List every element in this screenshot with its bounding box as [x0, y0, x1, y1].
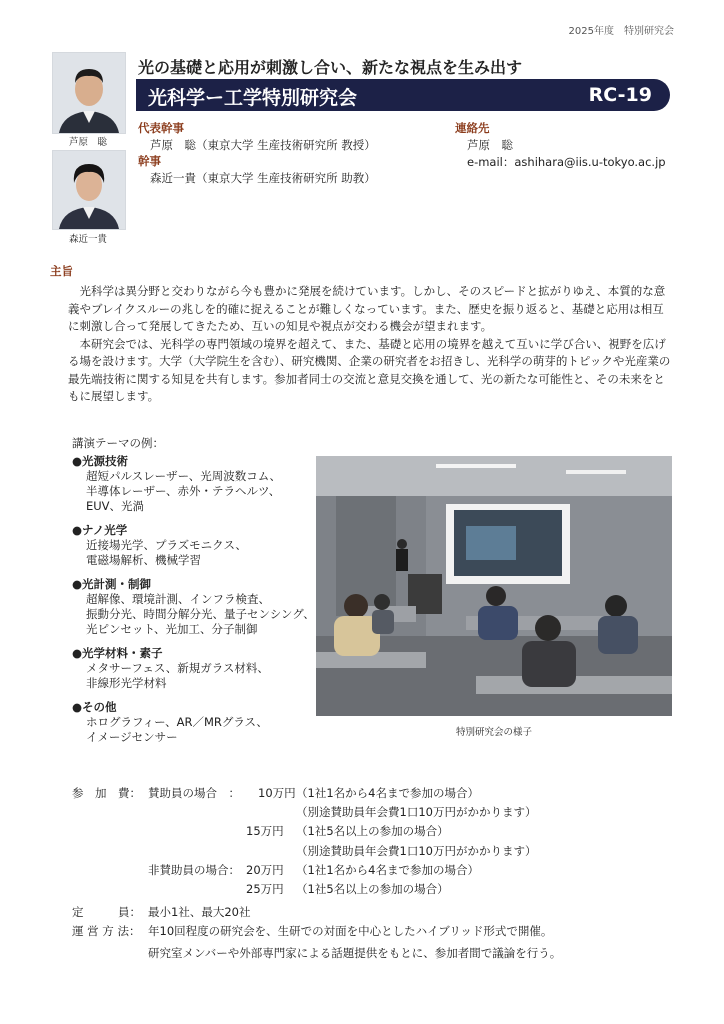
non-sponsor-label: 非賛助員の場合： — [148, 863, 240, 877]
operation-line: 年10回程度の研究会を、生研での対面を中心としたハイブリッド形式で開催。 — [148, 924, 553, 938]
seminar-photo — [316, 456, 672, 716]
theme-line: メタサーフェス、新規ガラス材料、 — [86, 661, 269, 675]
theme-line: 近接場光学、プラズモニクス、 — [86, 538, 247, 552]
secretary-text: 森近一貴（東京大学 生産技術研究所 助教） — [150, 171, 376, 185]
secretary-heading: 幹事 — [138, 154, 161, 168]
theme-group — [72, 577, 322, 637]
sponsor-note: （1社1名から4名まで参加の場合） — [296, 786, 479, 800]
theme-line: 振動分光、時間分解分光、量子センシング、 — [86, 607, 315, 621]
non-sponsor-note: （1社5名以上の参加の場合） — [296, 882, 449, 896]
theme-line: 非線形光学材料 — [86, 676, 167, 690]
contact-name: 芦原 聡 — [467, 138, 513, 152]
contact-heading: 連絡先 — [455, 121, 490, 135]
sponsor-note: （別途賛助員年会費1口10万円がかかります） — [296, 844, 537, 858]
theme-line: 光ピンセット、光加工、分子制御 — [86, 622, 258, 636]
purpose-paragraph: 光科学は異分野と交わりながら今も豊かに発展を続けています。しかし、そのスピードと拡がりゆえ、本質的な意義やブレイクスルーの兆しを的確に捉えることが難しくなっています。また、歴史を振り返ると、基礎と応用は相互に刺激し合って発展してきたため、互いの知見や視点が交わる機会が望まれます。 — [68, 284, 666, 333]
representative-heading: 代表幹事 — [138, 121, 184, 135]
theme-group — [72, 454, 322, 514]
themes-list — [72, 436, 322, 745]
theme-title: ●光源技術 — [72, 454, 129, 468]
theme-title: ●光学材料・素子 — [72, 646, 163, 660]
representative-text: 芦原 聡（東京大学 生産技術研究所 教授） — [150, 138, 376, 152]
portrait-morichika — [52, 150, 126, 230]
non-sponsor-note: （1社1名から4名まで参加の場合） — [296, 863, 479, 877]
portrait-caption-ashihara: 芦原 聡 — [68, 137, 107, 148]
title-bar — [136, 79, 670, 111]
purpose-body — [68, 283, 674, 406]
theme-line: EUV、光渦 — [86, 499, 145, 513]
theme-line: 超短パルスレーザー、光周波数コム、 — [86, 469, 282, 483]
non-sponsor-price: 20万円 — [246, 863, 284, 877]
theme-line: 半導体レーザー、赤外・テラヘルツ、 — [86, 484, 281, 498]
operation-line: 研究室メンバーや外部専門家による話題提供をもとに、参加者間で議論を行う。 — [148, 946, 562, 960]
theme-title: ●その他 — [72, 700, 117, 714]
theme-group — [72, 646, 322, 691]
theme-group — [72, 523, 322, 568]
photo-caption: 特別研究会の様子 — [455, 727, 532, 738]
page-title: 光科学ー工学特別研究会 — [148, 87, 358, 109]
contact-email: e-mail：ashihara@iis.u-tokyo.ac.jp — [467, 155, 666, 169]
fees-label: 参 加 費： — [72, 786, 141, 800]
themes-heading: 講演テーマの例： — [72, 436, 164, 450]
sponsor-price: 15万円 — [246, 824, 284, 838]
non-sponsor-price: 25万円 — [246, 882, 284, 896]
sponsor-label: 賛助員の場合 ： — [148, 786, 240, 800]
purpose-heading: 主旨 — [50, 264, 73, 278]
theme-title: ●ナノ光学 — [72, 523, 128, 537]
theme-line: 超解像、環境計測、インフラ検査、 — [86, 592, 270, 606]
purpose-paragraph: 本研究会では、光科学の専門領域の境界を超えて、また、基礎と応用の境界を越えて互いに学び合い、視野を広げる場を設けます。大学（大学院生を含む）、研究機関、企業の研究者をお招きし、光科学の萌芽的トピックや光産業の最先端技術に関する知見を共有します。参加者同士の交流と意見交換を通して、光の新たな可能性と、その未来をともに展望します。 — [68, 336, 671, 403]
capacity-label: 定 員： — [72, 905, 141, 919]
theme-line: 電磁場解析、機械学習 — [86, 553, 201, 567]
sponsor-note: （別途賛助員年会費1口10万円がかかります） — [296, 805, 537, 819]
theme-line: ホログラフィー、AR／MRグラス、 — [86, 715, 268, 729]
program-code: RC-19 — [588, 84, 652, 106]
theme-group — [72, 700, 322, 745]
header-note: 2025年度 特別研究会 — [568, 26, 674, 37]
portrait-caption-morichika: 森近一貴 — [68, 234, 107, 245]
theme-line: イメージセンサー — [86, 730, 178, 744]
sponsor-note: （1社5名以上の参加の場合） — [296, 824, 449, 838]
tagline: 光の基礎と応用が刺激し合い、新たな視点を生み出す — [138, 58, 523, 77]
theme-title: ●光計測・制御 — [72, 577, 152, 591]
portrait-ashihara — [52, 52, 126, 134]
sponsor-price: 10万円 — [258, 786, 296, 800]
operation-label: 運 営 方 法： — [72, 924, 141, 938]
capacity-value: 最小1社、最大20社 — [148, 905, 251, 919]
